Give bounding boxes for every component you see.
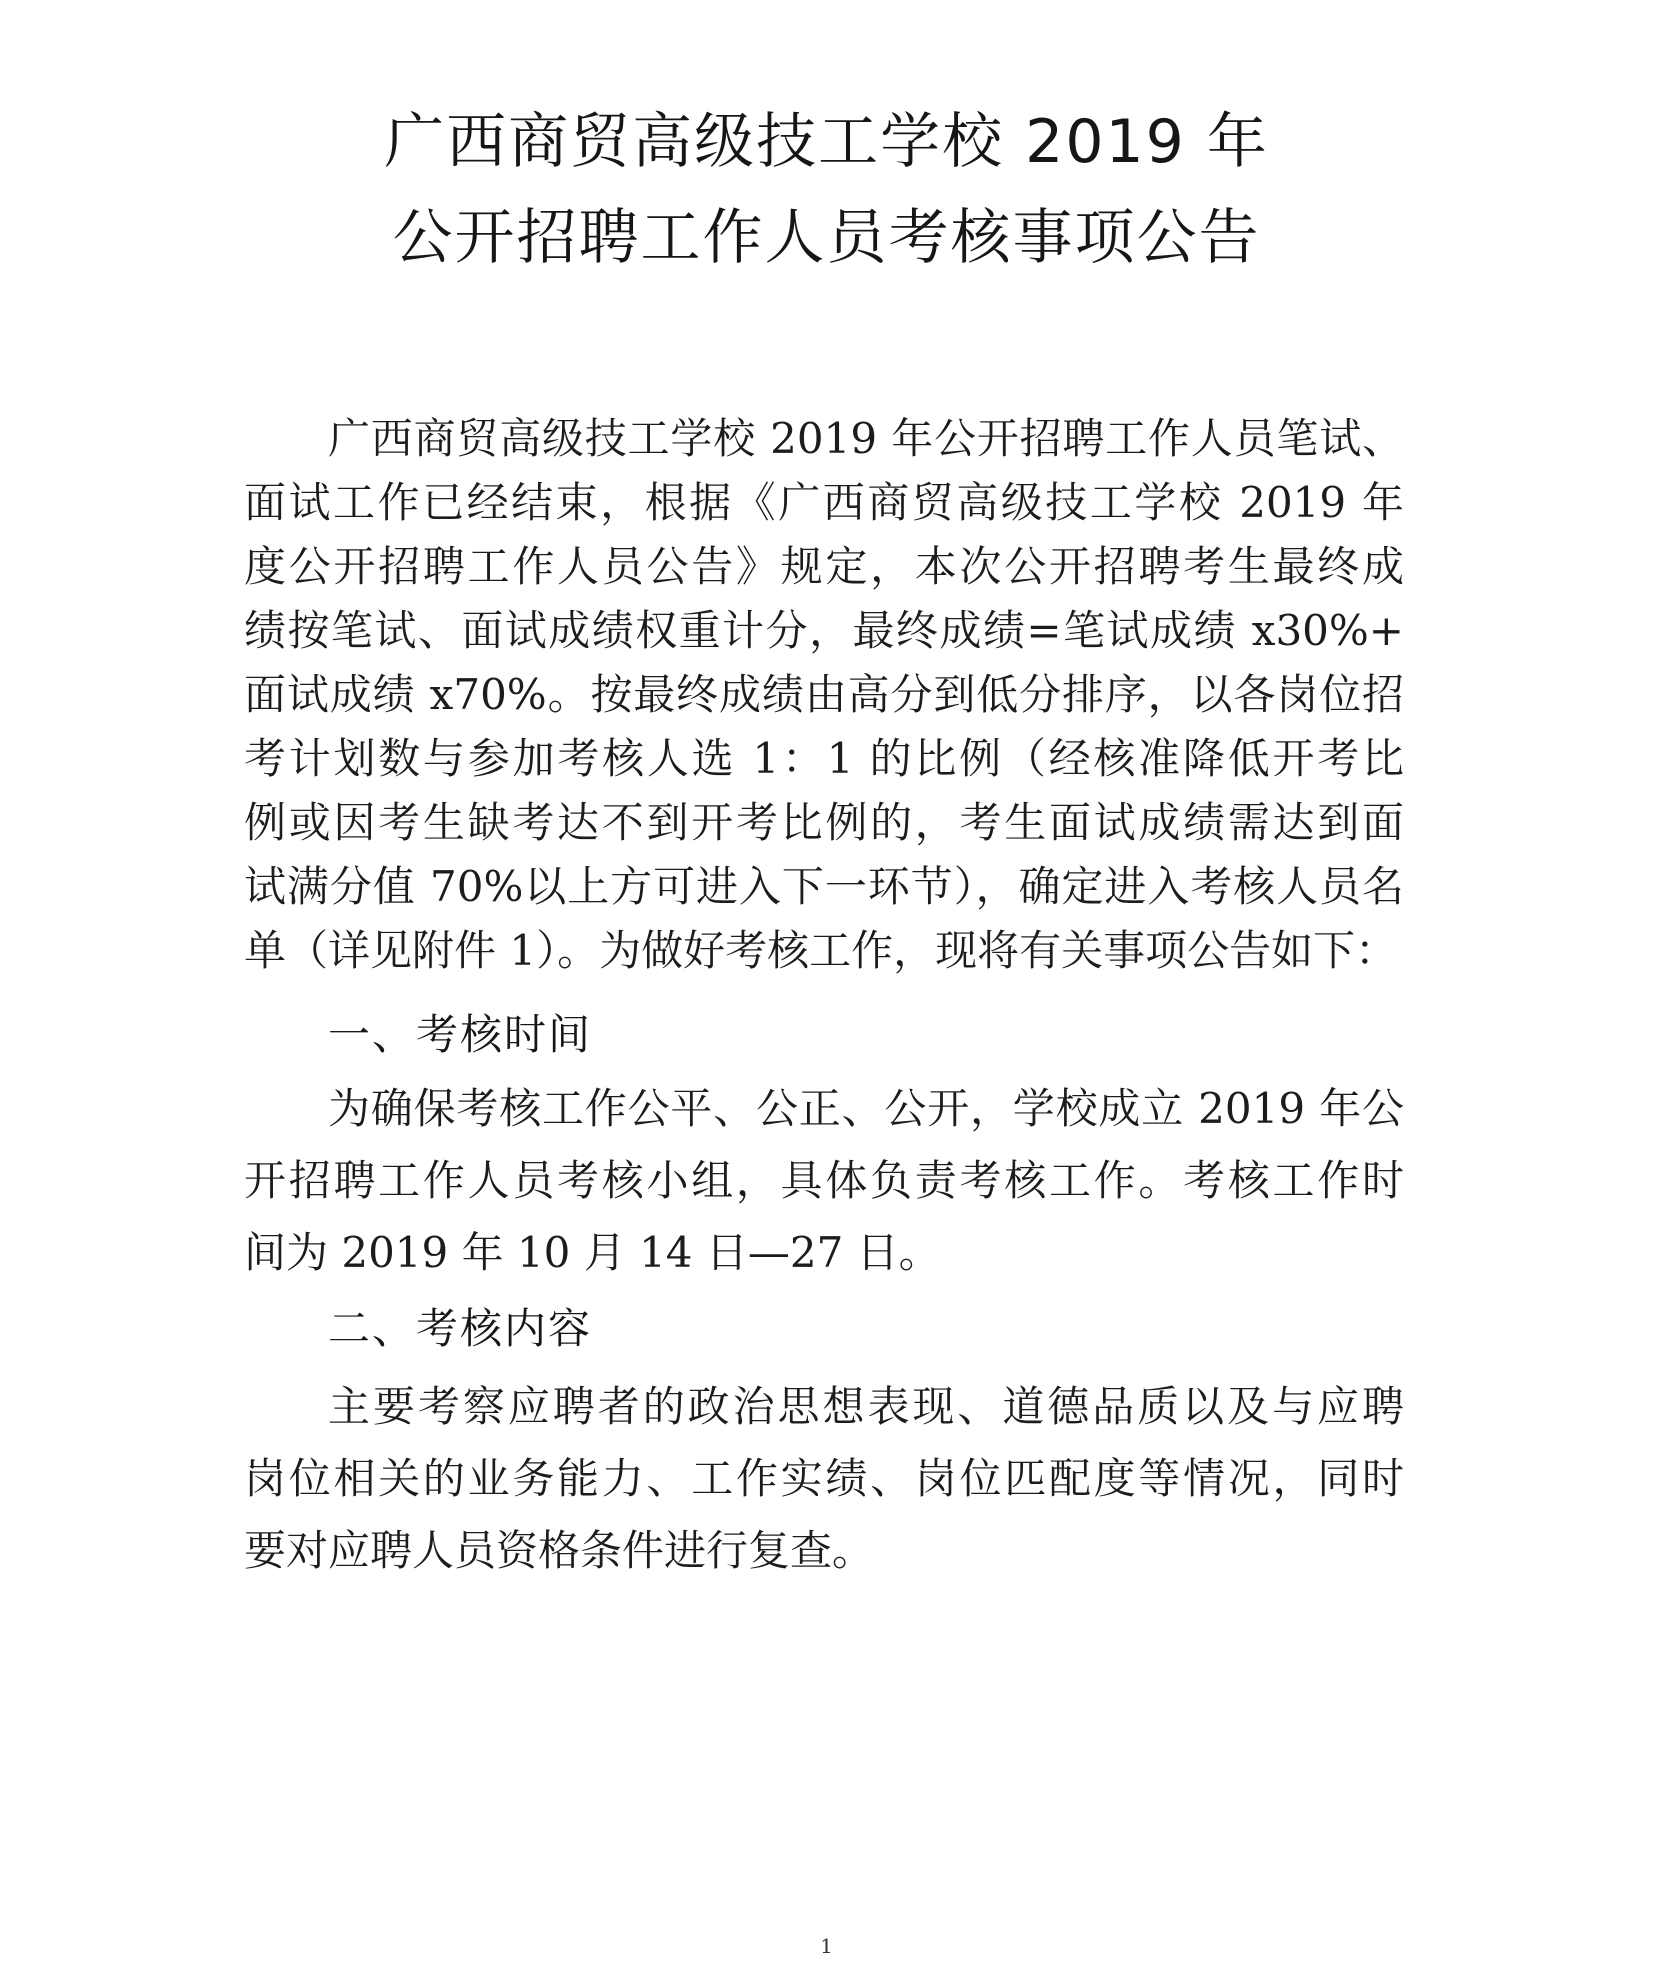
section2-line: 岗位相关的业务能力、工作实绩、岗位匹配度等情况，同时 (244, 1454, 1404, 1503)
intro-line: 面试工作已经结束，根据《广西商贸高级技工学校 2019 年 (244, 478, 1404, 527)
section2-line: 要对应聘人员资格条件进行复查。 (244, 1526, 875, 1575)
intro-line: 面试成绩 x70%。按最终成绩由高分到低分排序，以各岗位招 (244, 670, 1404, 719)
section1-line: 开招聘工作人员考核小组，具体负责考核工作。考核工作时 (244, 1156, 1404, 1205)
section-heading-assessment-time: 一、考核时间 (328, 1010, 593, 1059)
section-heading-assessment-content: 二、考核内容 (328, 1304, 593, 1353)
intro-line: 例或因考生缺考达不到开考比例的，考生面试成绩需达到面 (244, 798, 1404, 847)
page-number: 1 (820, 1934, 833, 1958)
intro-line: 试满分值 70%以上方可进入下一环节），确定进入考核人员名 (244, 862, 1404, 911)
intro-line: 绩按笔试、面试成绩权重计分，最终成绩=笔试成绩 x30%+ (244, 606, 1404, 655)
section2-line: 主要考察应聘者的政治思想表现、道德品质以及与应聘 (328, 1382, 1404, 1431)
section1-line: 间为 2019 年 10 月 14 日—27 日。 (244, 1228, 941, 1277)
intro-line: 度公开招聘工作人员公告》规定，本次公开招聘考生最终成 (244, 542, 1404, 591)
intro-line: 广西商贸高级技工学校 2019 年公开招聘工作人员笔试、 (328, 414, 1404, 463)
document-title-line-1: 广西商贸高级技工学校 2019 年 (384, 107, 1269, 177)
intro-line: 考计划数与参加考核人选 1：1 的比例（经核准降低开考比 (244, 734, 1404, 783)
intro-line: 单（详见附件 1）。为做好考核工作，现将有关事项公告如下： (244, 926, 1398, 975)
document-title-line-2: 公开招聘工作人员考核事项公告 (392, 203, 1261, 273)
section1-line: 为确保考核工作公平、公正、公开，学校成立 2019 年公 (328, 1084, 1404, 1133)
